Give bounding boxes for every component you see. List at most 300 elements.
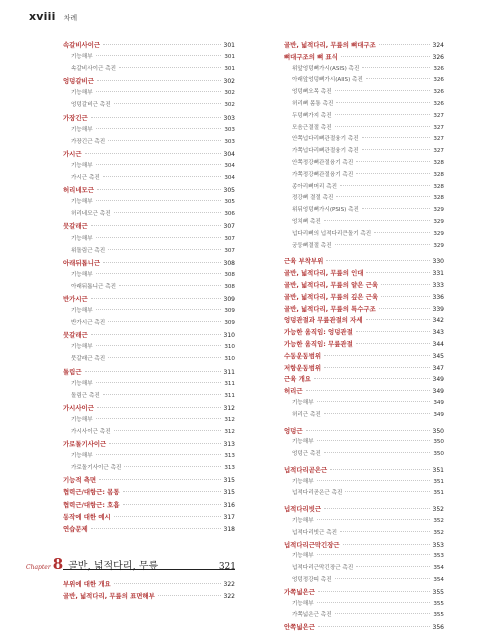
- page-number: xviii: [29, 10, 56, 23]
- dot-leader: [324, 355, 430, 356]
- toc-entry-title: 수동운동범위: [284, 351, 322, 360]
- toc-subentry[interactable]: [284, 205, 444, 217]
- toc-entry-page: 313: [224, 453, 235, 460]
- dot-leader: [108, 140, 221, 141]
- toc-entry-title: 엉덩근: [284, 426, 303, 435]
- toc-entry-title: 가장긴근: [63, 113, 88, 122]
- dot-leader: [96, 382, 222, 383]
- toc-entry-title: 속갈비사이근 촉진: [71, 66, 117, 73]
- toc-entry-page: 305: [224, 199, 235, 206]
- dot-leader: [340, 185, 430, 186]
- toc-entry-title: 엉덩근 촉진: [292, 451, 321, 458]
- toc-section-entry[interactable]: [284, 504, 444, 516]
- dot-leader: [114, 516, 221, 517]
- toc-entry-title: 허리네모근: [63, 186, 94, 195]
- toc-subentry[interactable]: [284, 146, 444, 158]
- toc-entry-page: 306: [224, 211, 235, 218]
- toc-section-entry[interactable]: [63, 113, 235, 125]
- toc-subentry[interactable]: [63, 415, 235, 427]
- toc-subentry[interactable]: [284, 528, 444, 540]
- toc-entry-page: 312: [224, 416, 235, 423]
- toc-subentry[interactable]: [284, 75, 444, 87]
- dot-leader: [119, 67, 221, 68]
- dot-leader: [103, 44, 221, 45]
- toc-entry-page: 331: [432, 270, 444, 278]
- toc-subentry[interactable]: [63, 209, 235, 221]
- toc-entry-title: 기능해부: [292, 399, 314, 406]
- toc-entry-title: 연습문제: [63, 524, 88, 533]
- toc-entry-page: 349: [433, 411, 444, 418]
- toc-entry-page: 301: [224, 54, 235, 61]
- toc-entry-title: 뭇갈래근 촉진: [71, 356, 106, 363]
- toc-entry-page: 329: [433, 230, 444, 237]
- toc-section-entry[interactable]: [63, 500, 235, 512]
- toc-entry-page: 308: [224, 271, 235, 278]
- toc-subentry[interactable]: [284, 217, 444, 229]
- toc-entry-page: 307: [224, 247, 235, 254]
- toc-entry-page: 349: [433, 399, 444, 406]
- toc-entry-page: 309: [224, 320, 235, 327]
- toc-subentry[interactable]: [284, 99, 444, 111]
- toc-entry-title: 가시근: [63, 149, 82, 158]
- dot-leader: [91, 225, 221, 226]
- dot-leader: [317, 519, 431, 520]
- dot-leader: [335, 244, 431, 245]
- toc-entry-title: 가쪽정강뼈관절융기 촉진: [292, 171, 354, 178]
- toc-entry-title: 기능해부: [71, 90, 93, 97]
- toc-entry-title: 기능해부: [71, 235, 93, 242]
- toc-section-entry[interactable]: [284, 327, 444, 339]
- dot-leader: [103, 262, 221, 263]
- toc-entry-page: 345: [432, 352, 444, 360]
- dot-leader: [91, 117, 221, 118]
- dot-leader: [362, 137, 431, 138]
- dot-leader: [96, 128, 222, 129]
- toc-entry-title: 엉덩갈비근: [63, 77, 94, 86]
- toc-section-entry[interactable]: [63, 524, 235, 536]
- toc-entry-page: 326: [432, 53, 444, 61]
- toc-section-entry[interactable]: [284, 292, 444, 304]
- toc-entry-title: 반가시근 촉진: [71, 320, 106, 327]
- toc-section-entry[interactable]: [63, 512, 235, 524]
- toc-subentry[interactable]: [63, 379, 235, 391]
- dot-leader: [343, 544, 430, 545]
- toc-entry-title: 넙적다리빗근 촉진: [292, 529, 338, 536]
- dot-leader: [96, 345, 222, 346]
- toc-subentry[interactable]: [63, 197, 235, 209]
- toc-entry-page: 310: [223, 332, 235, 340]
- toc-section-entry[interactable]: [284, 351, 444, 363]
- toc-section-entry[interactable]: [63, 439, 235, 451]
- dot-leader: [114, 212, 222, 213]
- toc-section-entry[interactable]: [284, 386, 444, 398]
- toc-entry-page: 355: [433, 612, 444, 619]
- dot-leader: [114, 583, 221, 584]
- toc-entry-title: 돌림근: [63, 367, 82, 376]
- toc-entry-title: 근육 부착부위: [284, 257, 324, 266]
- toc-entry-page: 347: [432, 364, 444, 372]
- toc-entry-page: 329: [433, 207, 444, 214]
- dot-leader: [97, 189, 221, 190]
- toc-subentry[interactable]: [284, 449, 444, 461]
- toc-entry-title: 골반, 넓적다리, 무릎의 표면해부: [63, 592, 155, 601]
- dot-leader: [324, 220, 431, 221]
- dot-leader: [362, 67, 430, 68]
- dot-leader: [314, 378, 430, 379]
- toc-entry-page: 353: [432, 541, 444, 549]
- toc-subentry[interactable]: [63, 391, 235, 403]
- toc-entry-title: 모음근결절 촉진: [292, 124, 332, 131]
- dot-leader: [306, 390, 430, 391]
- toc-entry-title: 가능한 움직임: 무릎관절: [284, 339, 353, 348]
- toc-subentry[interactable]: [63, 463, 235, 475]
- toc-subentry[interactable]: [63, 354, 235, 366]
- toc-entry-page: 301: [224, 66, 235, 73]
- toc-entry-title: 위앞엉덩뼈가시(ASIS) 촉진: [292, 65, 360, 72]
- dot-leader: [356, 173, 430, 174]
- running-title: 차례: [63, 14, 78, 22]
- toc-entry-title: 돌림근 촉진: [71, 392, 100, 399]
- toc-section-entry[interactable]: [63, 403, 235, 415]
- toc-entry-title: 기능해부: [71, 344, 93, 351]
- toc-section-entry[interactable]: [284, 40, 444, 52]
- toc-subentry[interactable]: [284, 182, 444, 194]
- dot-leader: [114, 430, 222, 431]
- toc-section-entry[interactable]: [63, 330, 235, 342]
- toc-entry-title: 기능해부: [71, 380, 93, 387]
- toc-subentry[interactable]: [63, 246, 235, 258]
- toc-section-entry[interactable]: [63, 40, 235, 52]
- toc-section-entry[interactable]: [284, 280, 444, 292]
- toc-entry-page: 301: [223, 42, 235, 49]
- toc-section-entry[interactable]: [63, 579, 235, 591]
- dot-leader: [91, 528, 221, 529]
- toc-subentry[interactable]: [284, 193, 444, 205]
- toc-entry-title: 기능해부: [292, 478, 314, 485]
- toc-subentry[interactable]: [63, 451, 235, 463]
- toc-entry-page: 327: [433, 148, 444, 155]
- dot-leader: [324, 452, 431, 453]
- toc-entry-title: 넙적다리곧은근 촉진: [292, 490, 343, 497]
- toc-subentry[interactable]: [284, 575, 444, 587]
- toc-entry-page: 350: [433, 439, 444, 446]
- dot-leader: [91, 298, 221, 299]
- dot-leader: [317, 440, 431, 441]
- toc-section-entry[interactable]: [63, 221, 235, 233]
- toc-subentry[interactable]: [63, 270, 235, 282]
- toc-entry-page: 352: [432, 506, 444, 514]
- toc-entry-page: 304: [224, 175, 235, 182]
- toc-subentry[interactable]: [284, 398, 444, 410]
- toc-subentry[interactable]: [284, 563, 444, 575]
- toc-entry-title: 가시사이근: [63, 403, 94, 412]
- toc-entry-title: 엉덩갈비근 촉진: [71, 102, 111, 109]
- toc-entry-title: 넙적다리빗근: [284, 505, 322, 514]
- toc-entry-title: 가시근 촉진: [71, 175, 100, 182]
- dot-leader: [356, 343, 430, 344]
- dot-leader: [381, 284, 430, 285]
- toc-entry-page: 349: [432, 388, 444, 396]
- toc-subentry[interactable]: [63, 427, 235, 439]
- toc-entry-title: 기능해부: [71, 199, 93, 206]
- toc-section-entry[interactable]: [63, 487, 235, 499]
- toc-entry-title: 위돌림근 촉진: [71, 247, 106, 254]
- toc-entry-page: 322: [223, 593, 235, 601]
- toc-entry-page: 316: [223, 501, 235, 509]
- toc-entry-page: 326: [433, 89, 444, 96]
- toc-entry-page: 352: [433, 529, 444, 536]
- toc-entry-title: 엉덩뼈오목 촉진: [292, 89, 332, 96]
- toc-entry-page: 318: [223, 525, 235, 533]
- dot-leader: [317, 554, 431, 555]
- toc-section-entry[interactable]: [284, 256, 444, 268]
- dot-leader: [96, 418, 222, 419]
- toc-subentry[interactable]: [284, 170, 444, 182]
- dot-leader: [356, 566, 430, 567]
- toc-entry-title: 기능해부: [292, 600, 314, 607]
- toc-entry-title: 기능해부: [71, 308, 93, 315]
- toc-subentry[interactable]: [284, 229, 444, 241]
- toc-entry-title: 궁둥뼈결절 촉진: [292, 242, 332, 249]
- toc-entry-title: 기능해부: [292, 439, 314, 446]
- toc-entry-page: 303: [224, 138, 235, 145]
- toc-entry-title: 뭇갈래근: [63, 331, 88, 340]
- toc-entry-title: 가쪽넙다리뼈관절융기 촉진: [292, 148, 359, 155]
- toc-section-entry[interactable]: [284, 587, 444, 599]
- chapter-heading: [26, 555, 236, 573]
- toc-subentry[interactable]: [63, 88, 235, 100]
- toc-entry-page: 327: [433, 124, 444, 131]
- dot-leader: [96, 91, 222, 92]
- toc-section-entry[interactable]: [63, 185, 235, 197]
- dot-leader: [306, 430, 430, 431]
- dot-leader: [324, 367, 430, 368]
- toc-subentry[interactable]: [63, 161, 235, 173]
- toc-section-entry[interactable]: [63, 475, 235, 487]
- toc-entry-title: 안쪽정강뼈관절융기 촉진: [292, 159, 354, 166]
- dot-leader: [123, 504, 221, 505]
- toc-section-entry[interactable]: [284, 315, 444, 327]
- dot-leader: [335, 578, 431, 579]
- chapter-number: 8: [52, 555, 64, 573]
- toc-entry-page: 310: [224, 344, 235, 351]
- toc-entry-title: 속갈비사이근: [63, 41, 101, 49]
- toc-section-entry[interactable]: [284, 52, 444, 64]
- toc-entry-title: 기능적 측면: [63, 476, 97, 485]
- toc-entry-title: 부위에 대한 개요: [63, 580, 111, 588]
- toc-subentry[interactable]: [284, 410, 444, 422]
- dot-leader: [336, 196, 430, 197]
- toc-entry-title: 기능해부: [71, 416, 93, 423]
- dot-leader: [335, 613, 431, 614]
- toc-entry-title: 허리뼈 몸통 촉진: [292, 100, 334, 107]
- dot-leader: [96, 164, 222, 165]
- dot-leader: [374, 232, 430, 233]
- toc-entry-title: 허리네모근 촉진: [71, 211, 111, 218]
- dot-leader: [335, 114, 431, 115]
- dot-leader: [317, 480, 431, 481]
- toc-subentry[interactable]: [63, 282, 235, 294]
- toc-section-entry[interactable]: [284, 374, 444, 386]
- toc-entry-page: 349: [432, 376, 444, 384]
- toc-subentry[interactable]: [284, 516, 444, 528]
- toc-section-entry[interactable]: [284, 426, 444, 438]
- toc-entry-page: 328: [433, 195, 444, 202]
- toc-entry-title: 가장긴근 촉진: [71, 138, 106, 145]
- toc-section-entry[interactable]: [63, 591, 235, 603]
- toc-entry-page: 339: [432, 305, 444, 313]
- toc-entry-page: 308: [224, 283, 235, 290]
- dot-leader: [356, 331, 430, 332]
- toc-subentry[interactable]: [63, 52, 235, 64]
- toc-entry-page: 356: [432, 624, 444, 632]
- toc-entry-title: 기능해부: [71, 162, 93, 169]
- toc-subentry[interactable]: [284, 599, 444, 611]
- dot-leader: [366, 78, 430, 79]
- toc-subentry[interactable]: [63, 318, 235, 330]
- toc-subentry[interactable]: [284, 87, 444, 99]
- toc-entry-title: 기능해부: [292, 518, 314, 525]
- toc-entry-title: 아래앞엉덩뼈가시(AIIS) 촉진: [292, 77, 363, 84]
- dot-leader: [317, 602, 431, 603]
- toc-subentry[interactable]: [63, 100, 235, 112]
- toc-entry-page: 353: [433, 553, 444, 560]
- dot-leader: [336, 102, 430, 103]
- toc-entry-page: 352: [433, 518, 444, 525]
- toc-entry-title: 협력근/대항근: 몸통: [63, 488, 120, 497]
- dot-leader: [124, 466, 221, 467]
- toc-entry-title: 엉덩관절과 무릎관절의 자세: [284, 316, 363, 325]
- toc-subentry[interactable]: [284, 64, 444, 76]
- toc-section-entry[interactable]: [63, 76, 235, 88]
- toc-entry-title: 뼈대구조의 뼈 표식: [284, 52, 338, 61]
- dot-leader: [96, 273, 222, 274]
- toc-subentry[interactable]: [284, 437, 444, 449]
- toc-subentry[interactable]: [284, 610, 444, 622]
- dot-leader: [108, 249, 221, 250]
- toc-section-entry[interactable]: [63, 149, 235, 161]
- toc-subentry[interactable]: [63, 306, 235, 318]
- toc-subentry[interactable]: [284, 111, 444, 123]
- dot-leader: [123, 491, 221, 492]
- toc-subentry[interactable]: [63, 234, 235, 246]
- toc-entry-page: 310: [224, 356, 235, 363]
- toc-entry-page: 312: [223, 404, 235, 412]
- dot-leader: [97, 80, 221, 81]
- toc-subentry[interactable]: [63, 342, 235, 354]
- dot-leader: [109, 443, 220, 444]
- toc-entry-title: 가시사이근 촉진: [71, 429, 111, 435]
- toc-subentry[interactable]: [284, 123, 444, 135]
- toc-entry-title: 안쪽넙다리뼈관절융기 촉진: [292, 136, 359, 143]
- toc-entry-title: 골반, 넓적다리, 무릎의 특수구조: [284, 304, 376, 313]
- dot-leader: [381, 296, 430, 297]
- toc-subentry[interactable]: [63, 137, 235, 149]
- toc-entry-page: 329: [433, 242, 444, 249]
- toc-section-entry[interactable]: [284, 304, 444, 316]
- dot-leader: [345, 491, 430, 492]
- dot-leader: [103, 176, 222, 177]
- toc-subentry[interactable]: [284, 158, 444, 170]
- toc-subentry[interactable]: [63, 173, 235, 185]
- toc-entry-page: 311: [224, 392, 235, 399]
- toc-entry-page: 304: [224, 162, 235, 169]
- toc-entry-page: 351: [432, 466, 444, 474]
- toc-entry-page: 303: [224, 126, 235, 133]
- dot-leader: [324, 413, 431, 414]
- toc-entry-page: 327: [433, 136, 444, 143]
- dot-leader: [379, 44, 430, 45]
- toc-entry-title: 종아리뼈머리 촉진: [292, 183, 338, 190]
- dot-leader: [318, 626, 430, 627]
- toc-entry-title: 뭇갈래근: [63, 222, 88, 231]
- dot-leader: [318, 591, 430, 592]
- toc-entry-page: 326: [433, 100, 444, 107]
- toc-entry-title: 골반, 넓적다리, 무릎의 인대: [284, 269, 364, 278]
- toc-entry-title: 허리근 촉진: [292, 411, 321, 418]
- toc-section-entry[interactable]: [284, 465, 444, 477]
- toc-subentry[interactable]: [63, 64, 235, 76]
- dot-leader: [362, 149, 431, 150]
- dot-leader: [340, 531, 430, 532]
- dot-leader: [341, 56, 430, 57]
- dot-leader: [99, 479, 220, 480]
- toc-right-column: [284, 40, 444, 634]
- toc-entry-title: 안쪽넓은근: [284, 623, 315, 632]
- toc-entry-title: 가쪽넓은근 촉진: [292, 612, 332, 619]
- toc-subentry[interactable]: [284, 488, 444, 500]
- toc-subentry[interactable]: [284, 477, 444, 489]
- toc-section-entry[interactable]: [63, 294, 235, 306]
- toc-entry-title: 골반, 넓적다리, 무릎의 깊은 근육: [284, 292, 379, 301]
- toc-entry-title: 가쪽넓은근: [284, 587, 315, 596]
- toc-section-entry[interactable]: [284, 622, 444, 634]
- toc-section-entry[interactable]: [63, 258, 235, 270]
- toc-entry-title: 저항운동범위: [284, 363, 322, 372]
- toc-entry-title: 골반, 넓적다리, 무릎의 얕은 근육: [284, 280, 379, 289]
- toc-entry-page: 350: [432, 427, 444, 435]
- toc-entry-title: 엉치뼈 촉진: [292, 218, 321, 225]
- toc-entry-page: 355: [433, 600, 444, 607]
- toc-entry-page: 336: [432, 293, 444, 301]
- toc-section-entry[interactable]: [63, 367, 235, 379]
- toc-subentry[interactable]: [284, 241, 444, 253]
- toc-subentry[interactable]: [284, 551, 444, 563]
- dot-leader: [96, 55, 222, 56]
- toc-entry-page: 322: [223, 581, 235, 588]
- toc-entry-page: 343: [432, 329, 444, 337]
- toc-entry-page: 311: [223, 368, 235, 376]
- dot-leader: [96, 200, 222, 201]
- toc-entry-title: 반가시근: [63, 294, 88, 303]
- toc-subentry[interactable]: [284, 134, 444, 146]
- toc-section-entry[interactable]: [284, 268, 444, 280]
- toc-entry-page: 313: [224, 465, 235, 472]
- toc-entry-title: 엉덩정강띠 촉진: [292, 577, 332, 584]
- dot-leader: [335, 90, 431, 91]
- dot-leader: [324, 508, 430, 509]
- toc-section-entry[interactable]: [284, 540, 444, 552]
- dot-leader: [335, 126, 431, 127]
- toc-entry-page: 330: [432, 258, 444, 266]
- toc-section-entry[interactable]: [284, 363, 444, 375]
- toc-entry-page: 308: [223, 259, 235, 267]
- toc-subentry[interactable]: [63, 125, 235, 137]
- dot-leader: [96, 454, 222, 455]
- toc-entry-title: 기능해부: [71, 54, 93, 61]
- toc-section-entry[interactable]: [284, 339, 444, 351]
- toc-entry-page: 317: [223, 513, 235, 521]
